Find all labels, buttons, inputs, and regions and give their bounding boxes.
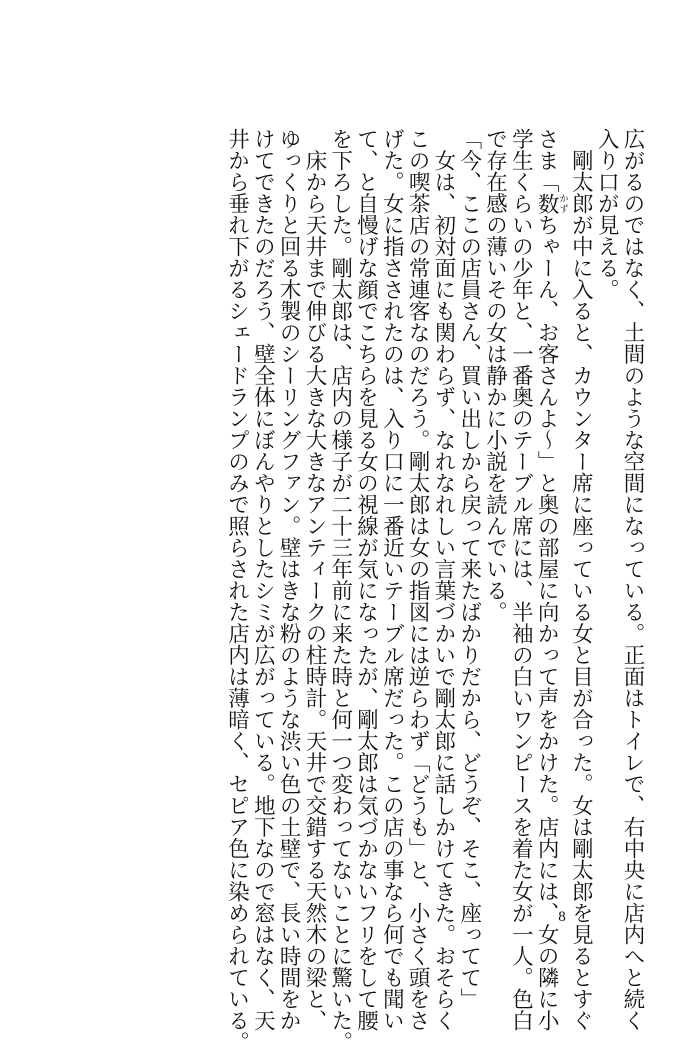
text-line: げた。女に指さされたのは、入り口に一番近いテーブル席だった。この店の事なら何でも聞い <box>379 128 405 1031</box>
text-line: この喫茶店の常連客なのだろう。剛太郎は女の指図には逆らわず「どうも」と、小さく頭をさ <box>405 128 431 1031</box>
text-line: 剛太郎が中に入ると、カウンター席に座っている女と目が合った。女は剛太郎を見るとすぐ <box>568 128 594 1031</box>
text-line: 学生くらいの少年と、一番奥のテーブル席には、半袖の白いワンピースを着た女が一人。色白 <box>508 128 534 1031</box>
text-line: て、と自慢げな顔でこちらを見る女の視線が気になったが、剛太郎は気づかないフリをして腰 <box>353 128 379 1031</box>
text-line: 女は、初対面にも関わらず、なれなれしい言葉づかいで剛太郎に話しかけてきた。おそらく <box>430 128 456 1031</box>
text-line: 「今、ここの店員さん、買い出しから戻って来たばかりだから、どうぞ、そこ、座ってて」 <box>456 128 482 1010</box>
text-line: けてできたのだろう、壁全体にぼんやりとしたシミが広がっている。地下なので窓はなく、天 <box>250 128 276 1031</box>
text-line: ゆっくりと回る木製のシーリングファン。壁はきな粉のような渋い色の土壁で、長い時間をか <box>276 128 302 1031</box>
text-line: さま「数かずちゃーん、お客さんよ〜」と奥の部屋に向かって声をかけた。店内には、女の隣に小 <box>534 128 568 1031</box>
text-line: 井から垂れ下がるシェードランプのみで照らされた店内は薄暗く、セピア色に染められている。 <box>224 128 250 1053</box>
text-line: で存在感の薄いその女は静かに小説を読んでいる。 <box>482 128 508 623</box>
ruby-annotation: 数かず <box>534 192 568 214</box>
page-number: 8 <box>558 909 566 925</box>
text-line: 入り口が見える。 <box>594 128 620 300</box>
text-line: を下ろした。剛太郎は、店内の様子が二十三年前に来た時と何一つ変わってないことに驚いた。 <box>327 128 353 1053</box>
text-line: 床から天井まで伸びる大きな大きなアンティークの柱時計。天井で交錯する天然木の梁と、 <box>301 128 327 1031</box>
text-line: 広がるのではなく、土間のような空間になっている。正面はトイレで、右中央に店内へと続く <box>620 128 645 1031</box>
ruby-reading: かず <box>557 192 568 214</box>
vertical-text-body <box>224 128 645 1053</box>
